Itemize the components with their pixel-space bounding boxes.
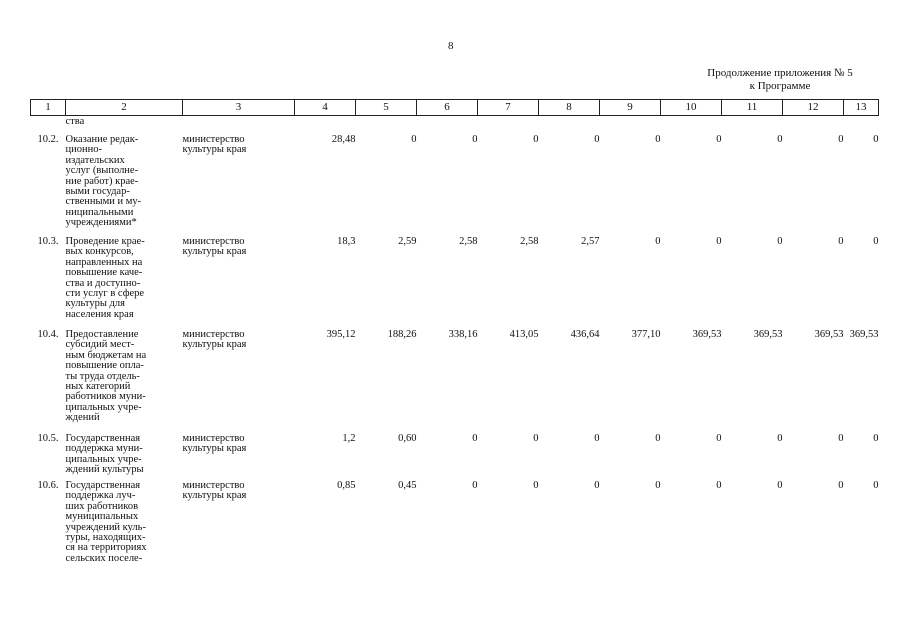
value-cell: 188,26 — [387, 329, 417, 340]
value-cell: 0 — [594, 433, 600, 444]
row-number: 10.4. — [37, 329, 59, 340]
row-description — [66, 135, 183, 237]
value-cell: 0 — [655, 134, 661, 145]
row-executor — [183, 330, 295, 434]
row-number: 10.2. — [37, 134, 59, 145]
row-number: 10.5. — [37, 433, 59, 444]
column-header: 13 — [844, 100, 879, 116]
column-header: 9 — [600, 100, 661, 116]
executor-line: культуры края — [182, 144, 247, 156]
description-line: субсидий мест- — [65, 339, 135, 351]
value-cell: 0 — [716, 236, 722, 247]
executor-line: министерство — [182, 433, 245, 444]
value-cell: 0 — [655, 236, 661, 247]
value-cell: 0 — [838, 433, 844, 444]
description-line: поддержка муни- — [65, 443, 143, 455]
executor-line: культуры края — [182, 246, 247, 258]
description-line: издательских — [65, 154, 125, 166]
description-line: ждений — [65, 412, 100, 424]
row-executor — [183, 135, 295, 237]
column-header: 7 — [478, 100, 539, 116]
column-header: 8 — [539, 100, 600, 116]
description-line: Государственная — [65, 480, 141, 491]
description-line: туры, находящих- — [65, 532, 146, 544]
value-cell: 0 — [411, 134, 417, 145]
value-cell: 0,85 — [337, 480, 356, 491]
description-line: ным бюджетам на — [65, 349, 147, 361]
executor-line: культуры края — [182, 443, 247, 455]
value-cell: 0 — [873, 134, 879, 145]
value-cell: 0,45 — [398, 480, 417, 491]
value-cell: 0 — [716, 480, 722, 491]
description-line: ние работ) крае- — [65, 175, 139, 187]
description-line: ших работников — [65, 500, 139, 512]
value-cell: 0 — [655, 433, 661, 444]
executor-line: министерство — [182, 134, 245, 145]
description-line: Государственная — [65, 433, 141, 444]
value-cell: 436,64 — [570, 329, 600, 340]
executor-line: министерство — [182, 236, 245, 247]
value-cell: 338,16 — [448, 329, 478, 340]
value-cell: 395,12 — [326, 329, 356, 340]
value-cell: 0 — [533, 134, 539, 145]
value-cell: 0 — [533, 480, 539, 491]
description-line: ципальных учре- — [65, 453, 142, 465]
column-header: 5 — [356, 100, 417, 116]
value-cell: 0 — [838, 480, 844, 491]
description-line: ципальных учре- — [65, 401, 142, 413]
table-row — [31, 481, 879, 573]
description-line: повышение опла- — [65, 360, 144, 372]
continuation-text: ства — [65, 116, 85, 127]
executor-line: министерство — [182, 480, 245, 491]
value-cell: 0 — [655, 480, 661, 491]
value-cell: 0 — [594, 480, 600, 491]
column-header: 10 — [661, 100, 722, 116]
continuation-row — [31, 116, 879, 136]
description-line: населения края — [65, 308, 134, 320]
description-line: выми государ- — [65, 186, 130, 198]
column-header: 1 — [31, 100, 66, 116]
description-line: сти услуг в сфере — [65, 288, 145, 300]
row-number: 10.3. — [37, 236, 59, 247]
executor-line: министерство — [182, 329, 245, 340]
value-cell: 0 — [777, 236, 783, 247]
executor-line: культуры края — [182, 339, 247, 351]
header-row — [31, 100, 879, 116]
executor-line: культуры края — [182, 490, 247, 502]
budget-table — [30, 99, 879, 573]
value-cell: 369,53 — [814, 329, 844, 340]
description-line: учреждениями* — [65, 217, 137, 229]
description-line: вых конкурсов, — [65, 246, 134, 258]
description-line: ждений культуры — [65, 464, 144, 476]
page-number: 8 — [448, 40, 454, 52]
description-line: Предоставление — [65, 329, 139, 340]
value-cell: 369,53 — [849, 329, 879, 340]
description-line: ся на территориях — [65, 542, 147, 554]
table-row — [31, 330, 879, 434]
value-cell: 0 — [716, 134, 722, 145]
column-header: 6 — [417, 100, 478, 116]
value-cell: 369,53 — [753, 329, 783, 340]
description-line: муниципальных — [65, 511, 139, 523]
continuation-note-line: Продолжение приложения № 5 — [707, 67, 853, 79]
description-line: услуг (выполне- — [65, 165, 139, 177]
description-line: ных категорий — [65, 381, 131, 393]
row-description — [66, 481, 183, 573]
value-cell: 2,57 — [581, 236, 600, 247]
table-row — [31, 434, 879, 481]
row-executor — [183, 237, 295, 330]
description-line: ты труда отдель- — [65, 370, 140, 382]
description-line: повышение каче- — [65, 267, 143, 279]
table-row — [31, 135, 879, 237]
value-cell: 2,58 — [520, 236, 539, 247]
description-line: ниципальными — [65, 206, 134, 218]
value-cell: 0 — [873, 480, 879, 491]
value-cell: 0 — [716, 433, 722, 444]
continuation-note-line: к Программе — [749, 80, 811, 92]
description-line: Оказание редак- — [65, 134, 139, 145]
value-cell: 0 — [777, 480, 783, 491]
row-executor — [183, 481, 295, 573]
value-cell: 0 — [533, 433, 539, 444]
description-line: работников муни- — [65, 391, 146, 403]
description-line: направленных на — [65, 256, 143, 268]
value-cell: 0 — [777, 134, 783, 145]
description-line: ства и доступно- — [65, 277, 141, 289]
description-line: культуры для — [65, 298, 125, 310]
column-header: 11 — [722, 100, 783, 116]
column-header: 4 — [295, 100, 356, 116]
row-executor — [183, 434, 295, 481]
description-line: ционно- — [65, 144, 102, 156]
value-cell: 0 — [873, 433, 879, 444]
value-cell: 2,59 — [398, 236, 417, 247]
column-header: 2 — [66, 100, 183, 116]
value-cell: 2,58 — [459, 236, 478, 247]
value-cell: 1,2 — [342, 433, 356, 444]
value-cell: 0 — [838, 236, 844, 247]
value-cell: 0 — [838, 134, 844, 145]
value-cell: 413,05 — [509, 329, 539, 340]
description-line: ственными и му- — [65, 196, 142, 208]
value-cell: 0,60 — [398, 433, 417, 444]
description-line: сельских поселе- — [65, 552, 143, 564]
row-number: 10.6. — [37, 480, 59, 491]
column-header: 12 — [783, 100, 844, 116]
description-line: Проведение крае- — [65, 236, 145, 247]
value-cell: 0 — [472, 480, 478, 491]
continuation-note — [680, 67, 880, 93]
value-cell: 0 — [472, 134, 478, 145]
column-header: 3 — [183, 100, 295, 116]
value-cell: 18,3 — [337, 236, 356, 247]
row-description — [66, 434, 183, 481]
value-cell: 0 — [472, 433, 478, 444]
description-line: учреждений куль- — [65, 521, 146, 533]
table-row — [31, 237, 879, 330]
value-cell: 0 — [594, 134, 600, 145]
row-description — [66, 237, 183, 330]
value-cell: 369,53 — [692, 329, 722, 340]
description-line: поддержка луч- — [65, 490, 136, 502]
value-cell: 0 — [873, 236, 879, 247]
value-cell: 377,10 — [631, 329, 661, 340]
value-cell: 0 — [777, 433, 783, 444]
row-description — [66, 330, 183, 434]
value-cell: 28,48 — [331, 134, 356, 145]
